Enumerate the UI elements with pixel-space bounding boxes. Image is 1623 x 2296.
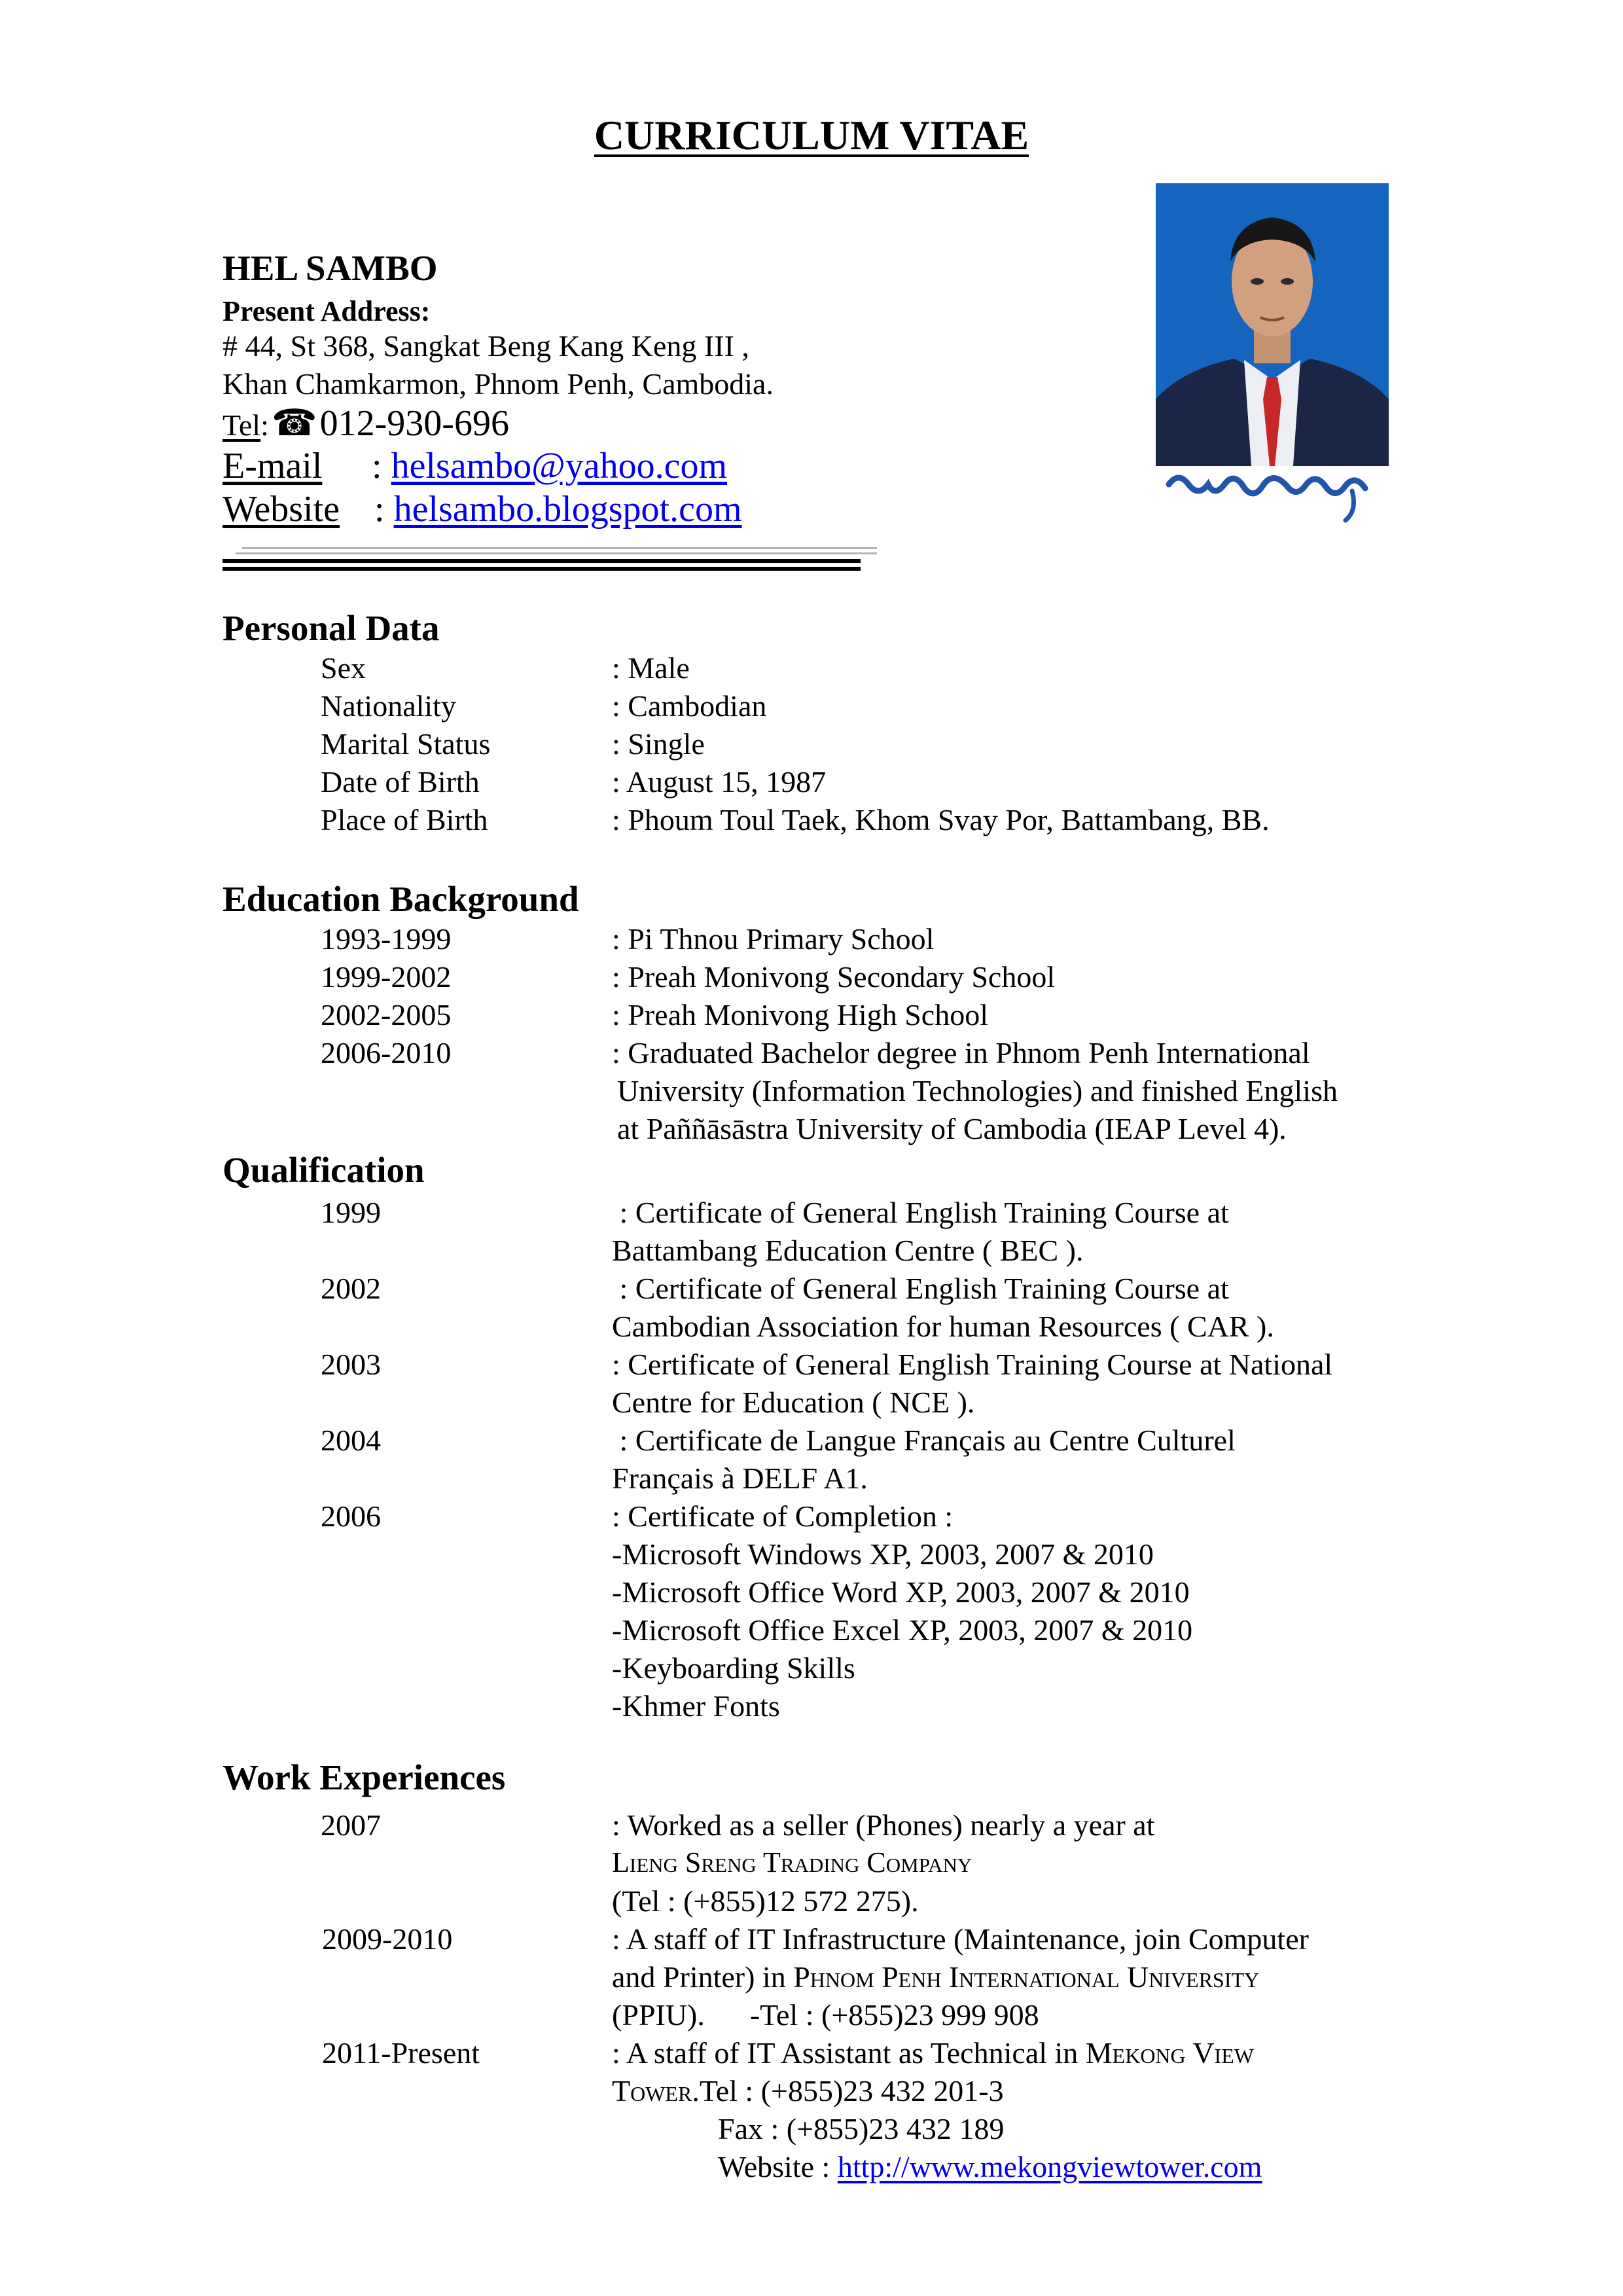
website-row — [223, 488, 340, 530]
work-year: 2007 — [321, 1808, 381, 1842]
tel-row — [223, 402, 509, 444]
work-org: Phnom Penh International University — [793, 1960, 1260, 1994]
section-personal-data: Personal Data — [223, 608, 440, 648]
personal-value-nationality: : Cambodian — [612, 689, 767, 723]
work-text-line — [612, 1960, 1259, 1994]
education-school-cont: at Paññāsāstra University of Cambodia (IEAP Level 4). — [617, 1112, 1287, 1145]
section-education: Education Background — [223, 879, 579, 919]
qualification-text: -Microsoft Office Excel XP, 2003, 2007 & 2010 — [612, 1613, 1193, 1647]
personal-key-dob: Date of Birth — [321, 765, 480, 798]
education-year: 2006-2010 — [321, 1036, 452, 1069]
phone-icon: ☎ — [271, 403, 317, 444]
work-org: Mekong View — [1085, 2036, 1254, 2070]
work-year: 2011-Present — [322, 2036, 480, 2070]
education-school: : Preah Monivong Secondary School — [612, 960, 1056, 994]
work-text: : A staff of IT Assistant as Technical in — [612, 2036, 1086, 2070]
work-company: Lieng Sreng Trading Company — [612, 1846, 972, 1878]
section-work-experiences: Work Experiences — [223, 1757, 506, 1797]
education-school: : Preah Monivong High School — [612, 998, 988, 1031]
work-website-link[interactable]: http://www.mekongviewtower.com — [837, 2150, 1262, 2183]
work-text: : A staff of IT Infrastructure (Maintenance, join Computer — [612, 1922, 1309, 1956]
personal-value-dob: : August 15, 1987 — [612, 765, 827, 798]
qualification-text: Battambang Education Centre ( BEC ). — [612, 1234, 1084, 1267]
work-text: (Tel : (+855)12 572 275). — [612, 1884, 919, 1918]
work-text: and Printer) in — [612, 1960, 794, 1994]
address-line-2: Khan Chamkarmon, Phnom Penh, Cambodia. — [223, 367, 774, 401]
work-org: Tower — [612, 2074, 692, 2108]
profile-photo — [1156, 183, 1389, 466]
email-value — [372, 445, 727, 487]
work-text-line — [612, 2073, 1004, 2108]
qualification-text: -Keyboarding Skills — [612, 1651, 855, 1685]
address-line-1: # 44, St 368, Sangkat Beng Kang Keng III , — [223, 329, 749, 363]
work-website-line — [718, 2149, 1262, 2184]
qualification-year: 2004 — [321, 1424, 381, 1457]
signature-khmer — [1149, 458, 1398, 530]
education-year: 1999-2002 — [321, 960, 452, 994]
tel-label: Tel — [223, 408, 261, 442]
personal-key-sex: Sex — [321, 651, 366, 685]
education-year: 1993-1999 — [321, 922, 452, 956]
work-text: : Worked as a seller (Phones) nearly a year at — [612, 1808, 1155, 1842]
email-label: E-mail — [223, 446, 323, 486]
qualification-year: 1999 — [321, 1196, 381, 1229]
qualification-text: -Microsoft Office Word XP, 2003, 2007 & 2010 — [612, 1575, 1190, 1609]
qualification-text: -Microsoft Windows XP, 2003, 2007 & 2010 — [612, 1537, 1154, 1571]
qualification-text: -Khmer Fonts — [612, 1689, 780, 1723]
qualification-text: Cambodian Association for human Resources ( CAR ). — [612, 1310, 1274, 1343]
email-colon: : — [372, 446, 382, 486]
website-label: Website — [223, 489, 340, 529]
personal-value-pob: : Phoum Toul Taek, Khom Svay Por, Battambang, BB. — [612, 803, 1270, 836]
education-school: : Pi Thnou Primary School — [612, 922, 935, 956]
qualification-text: : Certificate of General English Training Course at — [612, 1272, 1229, 1305]
qualification-text: : Certificate of General English Training Course at — [612, 1196, 1229, 1229]
education-school-cont: University (Information Technologies) and finished English — [617, 1074, 1338, 1107]
website-value — [374, 488, 742, 530]
education-school: : Graduated Bachelor degree in Phnom Penh International — [612, 1036, 1310, 1069]
personal-value-marital: : Single — [612, 727, 705, 761]
personal-key-pob: Place of Birth — [321, 803, 488, 836]
personal-key-nationality: Nationality — [321, 689, 456, 723]
work-fax: Fax : (+855)23 432 189 — [718, 2112, 1005, 2145]
qualification-year: 2002 — [321, 1272, 381, 1305]
section-qualification: Qualification — [223, 1150, 425, 1190]
qualification-text: : Certificate de Langue Français au Centre Culturel — [612, 1424, 1236, 1457]
email-link[interactable]: helsambo@yahoo.com — [391, 446, 728, 486]
work-text-line — [612, 2036, 1254, 2070]
website-link[interactable]: helsambo.blogspot.com — [393, 489, 742, 529]
qualification-year: 2006 — [321, 1499, 381, 1533]
tel-colon: : — [260, 408, 269, 442]
work-website-label: Website : — [718, 2150, 838, 2183]
phone-number: 012-930-696 — [319, 403, 509, 444]
qualification-year: 2003 — [321, 1348, 381, 1381]
personal-key-marital: Marital Status — [321, 727, 491, 761]
qualification-text: : Certificate of Completion : — [612, 1499, 954, 1533]
person-name: HEL SAMBO — [223, 248, 438, 288]
qualification-text: Français à DELF A1. — [612, 1462, 868, 1495]
email-row — [223, 445, 322, 487]
qualification-text: Centre for Education ( NCE ). — [612, 1386, 975, 1419]
address-label: Present Address: — [223, 295, 431, 327]
personal-value-sex: : Male — [612, 651, 690, 685]
website-colon: : — [374, 489, 385, 529]
work-text: .Tel : (+855)23 432 201-3 — [692, 2074, 1004, 2108]
header-separator — [223, 547, 877, 573]
education-year: 2002-2005 — [321, 998, 452, 1031]
work-year: 2009-2010 — [322, 1922, 453, 1956]
document-title: CURRICULUM VITAE — [594, 112, 1029, 158]
qualification-text: : Certificate of General English Training Course at National — [612, 1348, 1333, 1381]
work-text: (PPIU). -Tel : (+855)23 999 908 — [612, 1998, 1039, 2032]
